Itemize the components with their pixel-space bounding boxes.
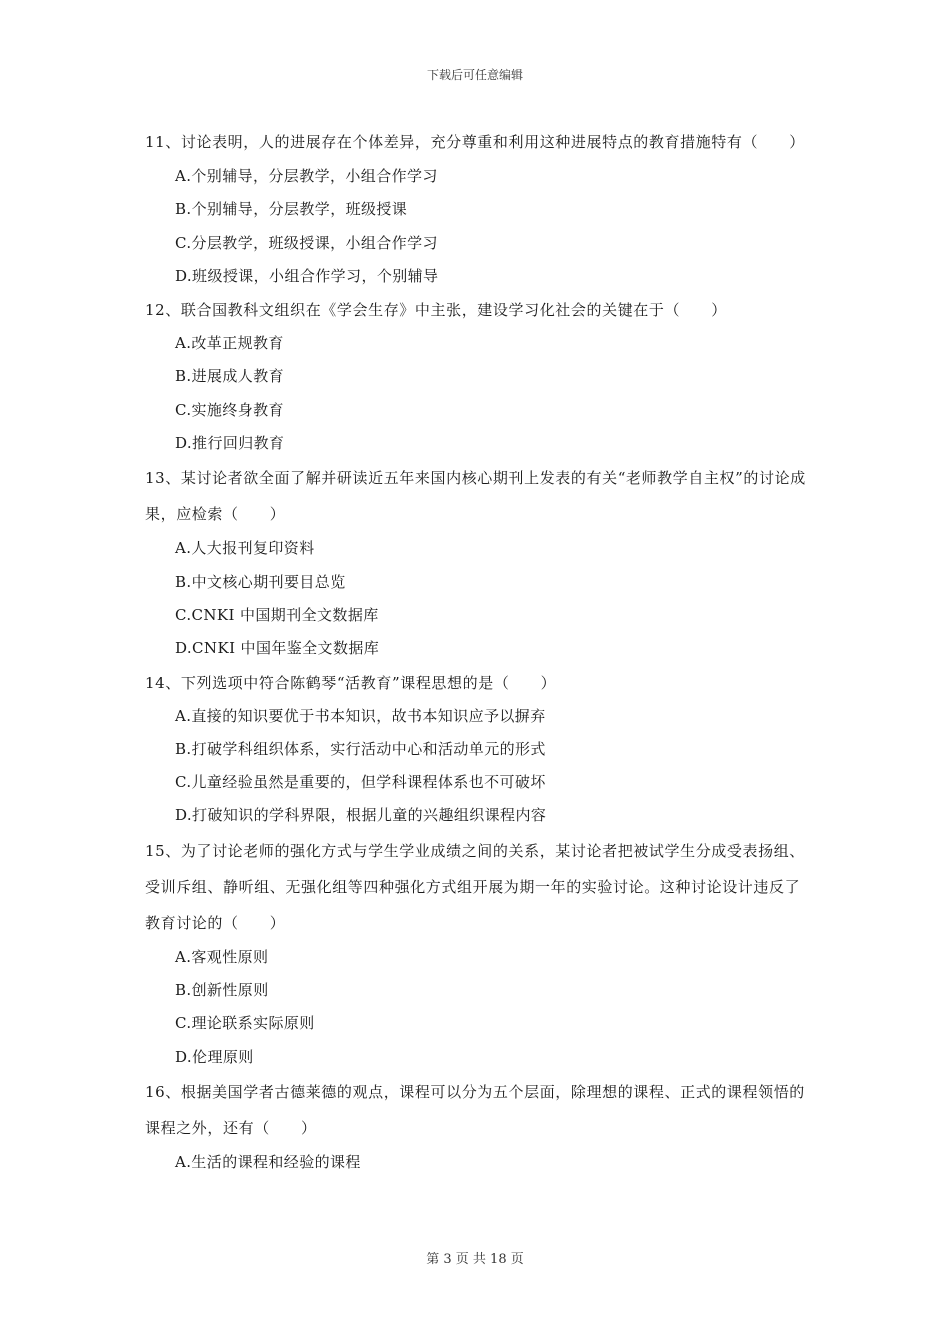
option-d: D.推行回归教育 [175,434,285,453]
question-stem: 11、讨论表明，人的进展存在个体差异，充分尊重和利用这种进展特点的教育措施特有（ ） [145,133,805,151]
option-c: C.儿童经验虽然是重要的，但学科课程体系也不可破坏 [175,773,546,792]
option-c: C.实施终身教育 [175,400,284,419]
question-stem: 12、联合国教科文组织在《学会生存》中主张，建设学习化社会的关键在于（ ） [145,301,727,320]
question-stem: 14、下列选项中符合陈鹤琴“活教育”课程思想的是（ ） [145,673,557,692]
question-stem: 15、为了讨论老师的强化方式与学生学业成绩之间的关系，某讨论者把被试学生分成受表扬组、受训斥组、静听组、无强化组等四种强化方式组开展为期一年的实验讨论。这种讨论设计违反了教育讨论的（ ） [145,841,805,932]
option-b: B.创新性原则 [175,981,269,1000]
question-13 [145,460,810,665]
option-a: A.直接的知识要优于书本知识，故书本知识应予以摒弃 [175,706,546,725]
option-b: B.打破学科组织体系，实行活动中心和活动单元的形式 [175,739,546,758]
question-16 [145,1074,810,1179]
option-c: C.CNKI 中国期刊全文数据库 [175,605,379,624]
question-list [145,124,810,1179]
option-d: D.CNKI 中国年鉴全文数据库 [175,639,380,658]
option-a: A.客观性原则 [175,947,269,966]
option-a: A.个别辅导，分层教学，小组合作学习 [175,167,438,185]
question-15 [145,833,810,1074]
question-12 [145,293,810,460]
option-a: A.生活的课程和经验的课程 [175,1152,361,1171]
option-d: D.班级授课，小组合作学习，个别辅导 [175,266,439,285]
option-c: C.理论联系实际原则 [175,1014,315,1033]
question-stem: 13、某讨论者欲全面了解并研读近五年来国内核心期刊上发表的有关“老师教学自主权”的讨论成果，应检索（ ） [145,469,806,524]
page-header: 下载后可任意编辑 [426,68,523,82]
question-11 [145,124,810,293]
option-d: D.打破知识的学科界限，根据儿童的兴趣组织课程内容 [175,806,547,825]
option-d: D.伦理原则 [175,1047,254,1066]
option-b: B.中文核心期刊要目总览 [175,572,346,591]
option-b: B.个别辅导，分层教学，班级授课 [175,200,408,219]
option-a: A.改革正规教育 [175,334,284,353]
option-c: C.分层教学，班级授课，小组合作学习 [175,233,438,252]
question-stem: 16、根据美国学者古德莱德的观点，课程可以分为五个层面，除理想的课程、正式的课程领悟的课程之外，还有（ ） [145,1082,805,1137]
option-a: A.人大报刊复印资料 [175,539,315,558]
option-b: B.进展成人教育 [175,367,284,386]
question-14 [145,666,810,833]
page-footer: 第 3 页 共 18 页 [426,1252,524,1267]
